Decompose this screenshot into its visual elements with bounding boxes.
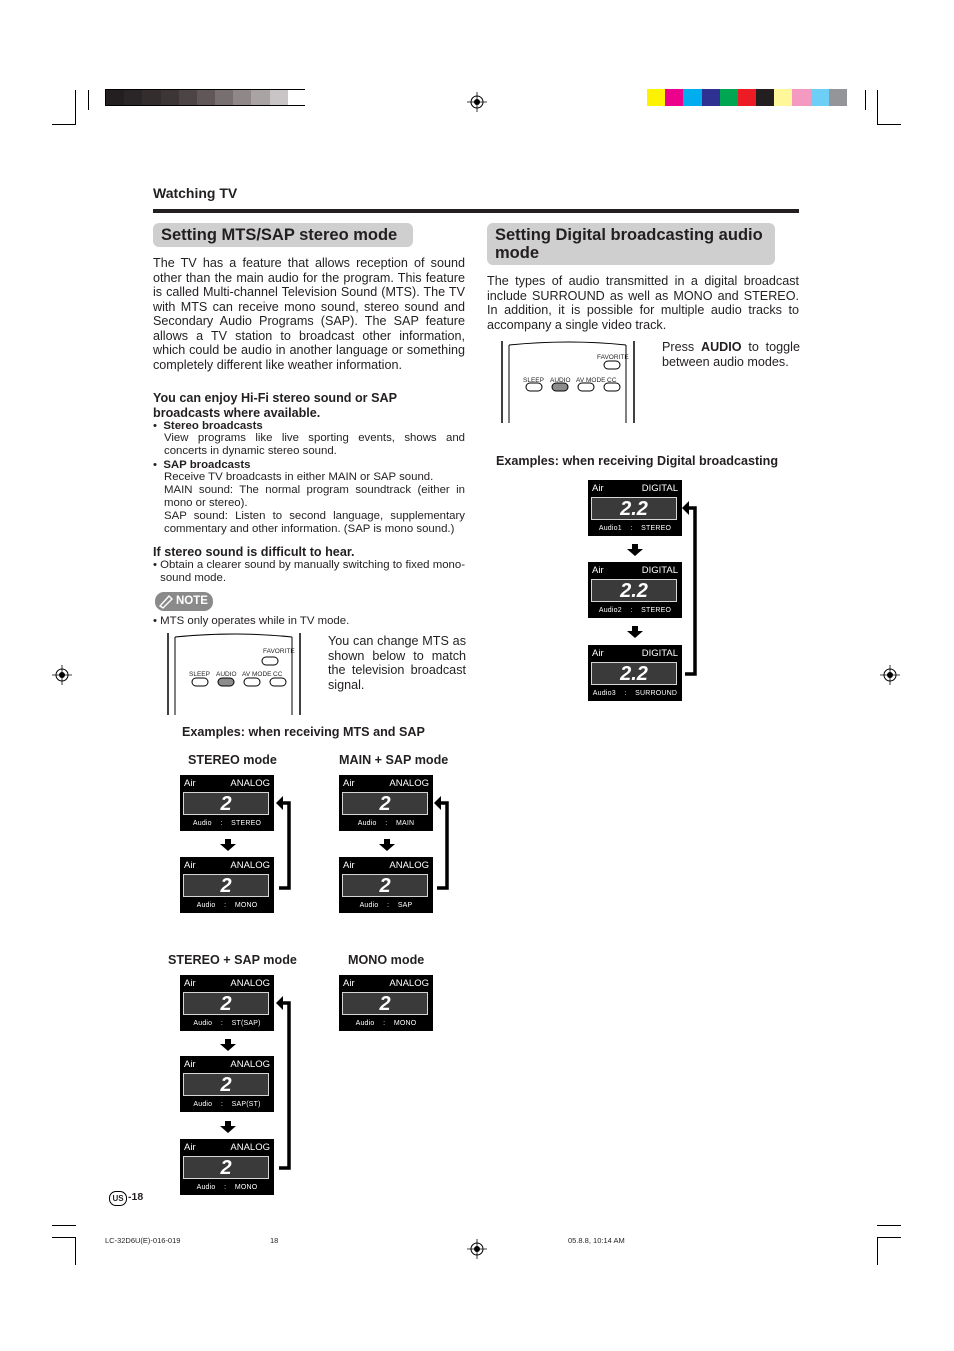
osd-audio-value: MONO xyxy=(234,1184,258,1191)
loop-arrow-icon xyxy=(276,795,296,890)
us-badge xyxy=(109,1191,127,1206)
enjoy-heading: You can enjoy Hi-Fi stereo sound or SAP broadcasts where available. xyxy=(153,391,397,420)
press-audio-caption xyxy=(662,340,800,369)
osd-air-label: Air xyxy=(343,778,355,789)
osd-colon: : xyxy=(224,1184,227,1191)
osd-type-label: ANALOG xyxy=(389,978,429,989)
page-number: -18 xyxy=(128,1191,144,1203)
osd-channel-box xyxy=(342,792,428,815)
osd-audio-label: Audio3 xyxy=(592,690,616,697)
osd-type-label: ANALOG xyxy=(230,1142,270,1153)
osd-type-label: DIGITAL xyxy=(641,483,678,494)
osd-type-label: ANALOG xyxy=(230,978,270,989)
osd-audio-value: SAP xyxy=(397,902,413,909)
stereo-bullet: • Stereo broadcasts View programs like live sporting events, shows and concerts in dynamic stereo sound. xyxy=(153,420,465,457)
osd-screen xyxy=(339,857,433,913)
color-swatch xyxy=(683,89,701,106)
osd-colon: : xyxy=(624,690,627,697)
footer-file: LC-32D6U(E)-016-019 xyxy=(105,1236,181,1245)
osd-top-row xyxy=(184,1142,270,1153)
stereo-text: View programs like live sporting events, shows and concerts in dynamic stereo sound. xyxy=(164,432,465,457)
osd-audio-row xyxy=(339,902,433,910)
osd-colon: : xyxy=(220,1020,224,1027)
osd-air-label: Air xyxy=(184,860,196,871)
osd-screen xyxy=(180,775,274,831)
left-intro: The TV has a feature that allows reception of sound other than the main audio for the program. This feature is called Multi-channel Television Sound (MTS). The TV with MTS can receive mono sound, stereo sound and Secondary Audio Programs (SAP). The SAP feature allows a TV station to broadcast other information, which could be audio in another language or something completely different like weather information. xyxy=(153,256,465,372)
osd-type-label: ANALOG xyxy=(230,778,270,789)
osd-channel-number: 2 xyxy=(220,1074,232,1096)
color-swatch xyxy=(829,89,847,106)
osd-channel-number: 2.2 xyxy=(620,663,648,685)
remote-avmode-label: AV MODE xyxy=(576,377,606,384)
remote-favorite-label: FAVORITE xyxy=(263,648,295,655)
registration-target-icon xyxy=(52,665,72,685)
osd-channel-number: 2 xyxy=(220,993,232,1015)
note-badge xyxy=(155,592,213,611)
osd-channel-number: 2 xyxy=(220,793,232,815)
osd-audio-row xyxy=(588,525,682,533)
color-calibration-bar xyxy=(647,89,847,106)
stereo-mode-title: STEREO mode xyxy=(188,753,277,767)
us-badge-label: US xyxy=(112,1194,124,1203)
osd-air-label: Air xyxy=(184,778,196,789)
osd-top-row xyxy=(343,860,429,871)
osd-channel-box xyxy=(183,992,269,1015)
remote-audio-label: AUDIO xyxy=(216,671,237,678)
right-heading: Setting Digital broadcasting audio mode xyxy=(487,223,775,265)
mts-examples-heading: Examples: when receiving MTS and SAP xyxy=(182,725,425,739)
osd-audio-value: STEREO xyxy=(641,525,672,532)
osd-type-label: ANALOG xyxy=(389,778,429,789)
note-bullet: • MTS only operates while in TV mode. xyxy=(153,615,350,627)
osd-channel-box xyxy=(342,874,428,897)
registration-target-icon xyxy=(467,1239,487,1259)
registration-target-icon xyxy=(880,665,900,685)
loop-arrow-icon xyxy=(682,500,702,676)
osd-audio-label: Audio xyxy=(355,1020,375,1027)
down-arrow-icon xyxy=(379,839,395,851)
osd-audio-value: STEREO xyxy=(641,607,672,614)
osd-audio-value: MAIN xyxy=(395,820,415,827)
osd-colon: : xyxy=(383,1020,386,1027)
osd-audio-label: Audio xyxy=(359,902,379,909)
digital-examples-heading: Examples: when receiving Digital broadcasting xyxy=(496,454,779,468)
remote-sleep-label: SLEEP xyxy=(523,377,544,384)
osd-air-label: Air xyxy=(592,648,604,659)
loop-arrow-icon xyxy=(276,995,296,1170)
stereo-sap-mode-title: STEREO + SAP mode xyxy=(168,953,297,967)
header-rule xyxy=(153,209,799,213)
osd-type-label: DIGITAL xyxy=(641,648,678,659)
gray-swatch xyxy=(270,90,288,105)
color-swatch xyxy=(738,89,756,106)
osd-type-label: ANALOG xyxy=(230,860,270,871)
osd-audio-label: Audio2 xyxy=(598,607,622,614)
osd-top-row xyxy=(184,1059,270,1070)
osd-audio-row xyxy=(180,820,274,828)
osd-top-row xyxy=(184,860,270,871)
osd-screen xyxy=(588,562,682,618)
remote-cc-label: CC xyxy=(607,377,617,384)
osd-top-row xyxy=(592,565,678,576)
osd-audio-label: Audio xyxy=(193,1020,213,1027)
color-swatch xyxy=(774,89,792,106)
loop-arrow-icon xyxy=(434,795,454,890)
gray-swatch xyxy=(197,90,215,105)
main-sap-mode-title: MAIN + SAP mode xyxy=(339,753,449,767)
sap-text-3: SAP sound: Listen to second language, supplementary commentary and other information. (SAP is mono sound.) xyxy=(164,510,465,535)
left-heading: Setting MTS/SAP stereo mode xyxy=(153,223,413,247)
osd-screen xyxy=(588,480,682,536)
osd-channel-number: 2 xyxy=(379,993,391,1015)
osd-channel-box xyxy=(591,662,677,685)
down-arrow-icon xyxy=(220,1039,236,1051)
osd-air-label: Air xyxy=(184,978,196,989)
remote-cc-label: CC xyxy=(273,671,283,678)
osd-type-label: ANALOG xyxy=(230,1059,270,1070)
difficult-text: Obtain a clearer sound by manually switching to fixed mono-sound mode. xyxy=(160,559,465,584)
osd-audio-row xyxy=(588,690,682,698)
osd-channel-number: 2.2 xyxy=(620,498,648,520)
osd-channel-box xyxy=(183,792,269,815)
osd-air-label: Air xyxy=(343,860,355,871)
note-text: MTS only operates while in TV mode. xyxy=(160,615,350,627)
osd-audio-row xyxy=(588,607,682,615)
osd-audio-label: Audio xyxy=(196,1184,216,1191)
osd-channel-box xyxy=(342,992,428,1015)
color-swatch xyxy=(756,89,774,106)
osd-audio-row xyxy=(180,902,274,910)
osd-air-label: Air xyxy=(343,978,355,989)
osd-audio-value: SAP(ST) xyxy=(231,1101,261,1108)
difficult-bullet: • Obtain a clearer sound by manually switching to fixed mono-sound mode. xyxy=(153,559,465,584)
osd-audio-label: Audio1 xyxy=(598,525,622,532)
footer-date: 05.8.8, 10:14 AM xyxy=(568,1236,625,1245)
osd-colon: : xyxy=(630,525,633,532)
down-arrow-icon xyxy=(627,544,643,556)
stereo-title: Stereo broadcasts xyxy=(163,420,263,432)
osd-screen xyxy=(588,645,682,701)
osd-audio-row xyxy=(180,1020,274,1028)
registration-target-icon xyxy=(467,92,487,112)
osd-top-row xyxy=(343,978,429,989)
osd-audio-label: Audio xyxy=(196,902,216,909)
press-suffix: to toggle between audio modes. xyxy=(662,340,800,369)
osd-top-row xyxy=(184,978,270,989)
remote-audio-label: AUDIO xyxy=(550,377,571,384)
color-swatch xyxy=(720,89,738,106)
remote-sleep-label: SLEEP xyxy=(189,671,210,678)
osd-colon: : xyxy=(220,820,223,827)
osd-audio-value: MONO xyxy=(234,902,258,909)
color-swatch xyxy=(792,89,810,106)
color-swatch xyxy=(811,89,829,106)
osd-colon: : xyxy=(220,1101,224,1108)
section-title: Watching TV xyxy=(153,185,238,201)
down-arrow-icon xyxy=(627,626,643,638)
osd-top-row xyxy=(592,648,678,659)
note-label: NOTE xyxy=(176,595,208,607)
color-swatch xyxy=(702,89,720,106)
osd-colon: : xyxy=(224,902,227,909)
osd-audio-label: Audio xyxy=(357,820,377,827)
osd-audio-value: SURROUND xyxy=(635,690,678,697)
osd-screen xyxy=(180,1056,274,1112)
osd-channel-number: 2.2 xyxy=(620,580,648,602)
osd-screen xyxy=(180,1139,274,1195)
right-intro: The types of audio transmitted in a digital broadcast include SURROUND as well as MONO and STEREO. In addition, it is possible for multiple audio tracks to accompany a single video track. xyxy=(487,274,799,332)
sap-bullet: • SAP broadcasts Receive TV broadcasts in either MAIN or SAP sound. MAIN sound: The normal program soundtrack (either in mono or stereo). SAP sound: Listen to second language, supplementary commentary and other information. (SAP is mono sound.) xyxy=(153,459,465,535)
gray-swatch xyxy=(215,90,233,105)
footer-page: 18 xyxy=(270,1236,279,1245)
sap-text-1: Receive TV broadcasts in either MAIN or SAP sound. xyxy=(164,471,434,483)
osd-screen xyxy=(180,975,274,1031)
gray-swatch xyxy=(161,90,179,105)
osd-audio-value: ST(SAP) xyxy=(231,1020,261,1027)
osd-channel-box xyxy=(591,497,677,520)
osd-audio-value: STEREO xyxy=(231,820,262,827)
difficult-heading: If stereo sound is difficult to hear. xyxy=(153,545,355,559)
osd-audio-label: Audio xyxy=(193,1101,213,1108)
gray-swatch xyxy=(251,90,269,105)
audio-key-label: AUDIO xyxy=(700,340,742,354)
osd-screen xyxy=(339,775,433,831)
gray-swatch xyxy=(233,90,251,105)
osd-screen xyxy=(180,857,274,913)
down-arrow-icon xyxy=(220,839,236,851)
gray-swatch xyxy=(124,90,142,105)
osd-channel-box xyxy=(183,874,269,897)
remote-caption: You can change MTS as shown below to match the television broadcast signal. xyxy=(328,634,466,692)
osd-type-label: DIGITAL xyxy=(641,565,678,576)
osd-audio-row xyxy=(180,1184,274,1192)
osd-air-label: Air xyxy=(184,1059,196,1070)
mono-mode-title: MONO mode xyxy=(348,953,425,967)
osd-air-label: Air xyxy=(592,483,604,494)
osd-screen xyxy=(339,975,433,1031)
osd-type-label: ANALOG xyxy=(389,860,429,871)
gray-swatch xyxy=(179,90,197,105)
sap-text-2: MAIN sound: The normal program soundtrack (either in mono or stereo). xyxy=(164,484,465,509)
pencil-icon xyxy=(158,594,174,609)
osd-air-label: Air xyxy=(184,1142,196,1153)
osd-audio-value: MONO xyxy=(393,1020,417,1027)
down-arrow-icon xyxy=(220,1121,236,1133)
osd-channel-box xyxy=(183,1156,269,1179)
osd-air-label: Air xyxy=(592,565,604,576)
color-swatch xyxy=(647,89,665,106)
osd-colon: : xyxy=(385,820,388,827)
remote-favorite-label: FAVORITE xyxy=(597,354,629,361)
sap-title: SAP broadcasts xyxy=(163,459,251,471)
osd-colon: : xyxy=(387,902,390,909)
gray-swatch xyxy=(288,90,306,105)
osd-channel-number: 2 xyxy=(379,793,391,815)
grayscale-calibration-bar xyxy=(105,89,305,106)
osd-channel-number: 2 xyxy=(220,1157,232,1179)
osd-audio-row xyxy=(339,1020,433,1028)
color-swatch xyxy=(665,89,683,106)
osd-top-row xyxy=(592,483,678,494)
press-prefix: Press xyxy=(662,340,701,354)
osd-audio-label: Audio xyxy=(192,820,212,827)
gray-swatch xyxy=(106,90,124,105)
osd-channel-box xyxy=(591,579,677,602)
osd-top-row xyxy=(184,778,270,789)
osd-top-row xyxy=(343,778,429,789)
remote-avmode-label: AV MODE xyxy=(242,671,272,678)
osd-colon: : xyxy=(630,607,633,614)
osd-channel-number: 2 xyxy=(379,875,391,897)
osd-channel-number: 2 xyxy=(220,875,232,897)
osd-audio-row xyxy=(339,820,433,828)
gray-swatch xyxy=(142,90,160,105)
osd-channel-box xyxy=(183,1073,269,1096)
osd-audio-row xyxy=(180,1101,274,1109)
